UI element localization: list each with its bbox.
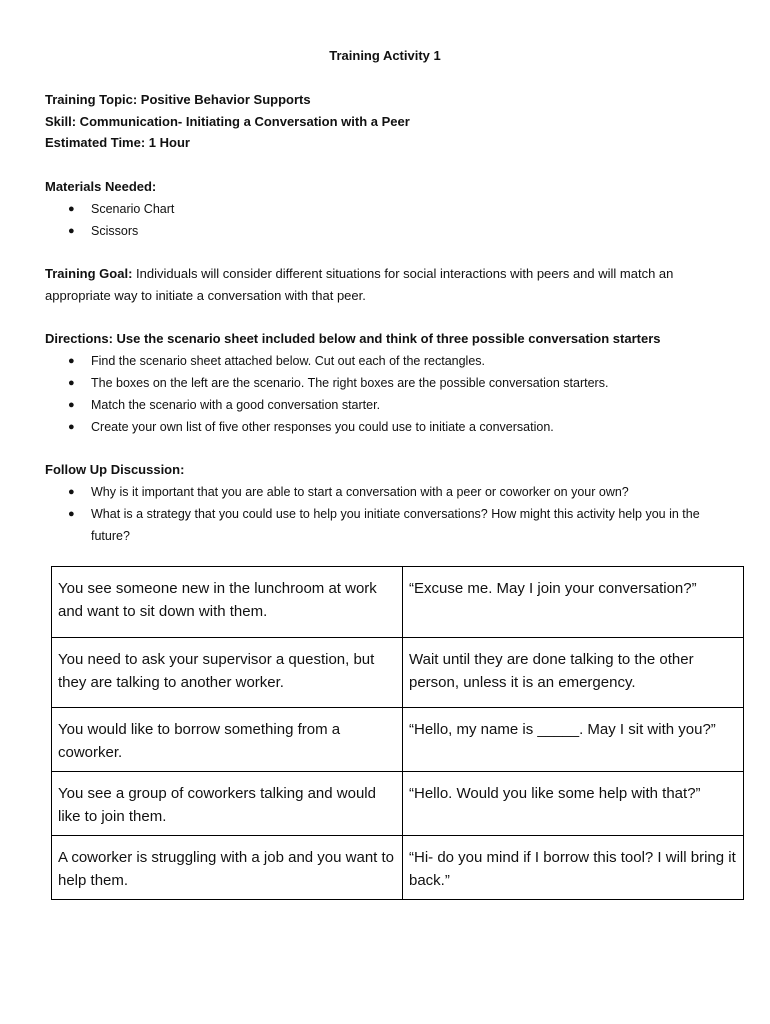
table-row [52,567,744,638]
scenario-cell: You see a group of coworkers talking and would like to join them. [52,772,403,836]
training-topic: Training Topic: Positive Behavior Supports [45,92,311,107]
materials-heading: Materials Needed: [45,179,157,194]
table-row [52,836,744,900]
scenario-cell: You would like to borrow something from a coworker. [52,708,403,772]
table-row [52,772,744,836]
training-goal [45,263,735,307]
list-item: ● Scenario Chart [91,198,751,220]
directions-heading: Directions: Use the scenario sheet included below and think of three possible conversation starters [45,331,661,346]
training-goal-label: Training Goal: [45,266,133,281]
list-item: ● Find the scenario sheet attached below. Cut out each of the rectangles. [91,350,751,372]
scenario-table [51,566,744,900]
list-item: ● Match the scenario with a good conversation starter. [91,394,751,416]
followup-heading: Follow Up Discussion: [45,462,185,477]
followup-list [45,481,731,547]
page-title: Training Activity 1 [329,48,441,63]
list-item: ● Scissors [91,220,751,242]
scenario-cell: You see someone new in the lunchroom at work and want to sit down with them. [52,567,403,638]
starter-cell: “Hi- do you mind if I borrow this tool? I will bring it back.” [403,836,744,900]
starter-cell: “Excuse me. May I join your conversation?” [403,567,744,638]
starter-cell: “Hello. Would you like some help with that?” [403,772,744,836]
list-item: ● Why is it important that you are able to start a conversation with a peer or coworker on your own? [91,481,731,503]
list-item: ● The boxes on the left are the scenario. The right boxes are the possible conversation starters. [91,372,751,394]
materials-list [45,198,751,242]
table-row [52,638,744,708]
scenario-cell: You need to ask your supervisor a question, but they are talking to another worker. [52,638,403,708]
training-goal-text: Individuals will consider different situations for social interactions with peers and will match an appropriate way to initiate a conversation with that peer. [45,266,674,303]
list-item: ● Create your own list of five other responses you could use to initiate a conversation. [91,416,751,438]
starter-cell: “Hello, my name is _____. May I sit with you?” [403,708,744,772]
directions-list [45,350,751,438]
list-item: ● What is a strategy that you could use to help you initiate conversations? How might this activity help you in the future? [91,503,731,547]
table-row [52,708,744,772]
skill-line: Skill: Communication- Initiating a Conversation with a Peer [45,114,410,129]
scenario-cell: A coworker is struggling with a job and you want to help them. [52,836,403,900]
estimated-time: Estimated Time: 1 Hour [45,135,190,150]
starter-cell: Wait until they are done talking to the other person, unless it is an emergency. [403,638,744,708]
